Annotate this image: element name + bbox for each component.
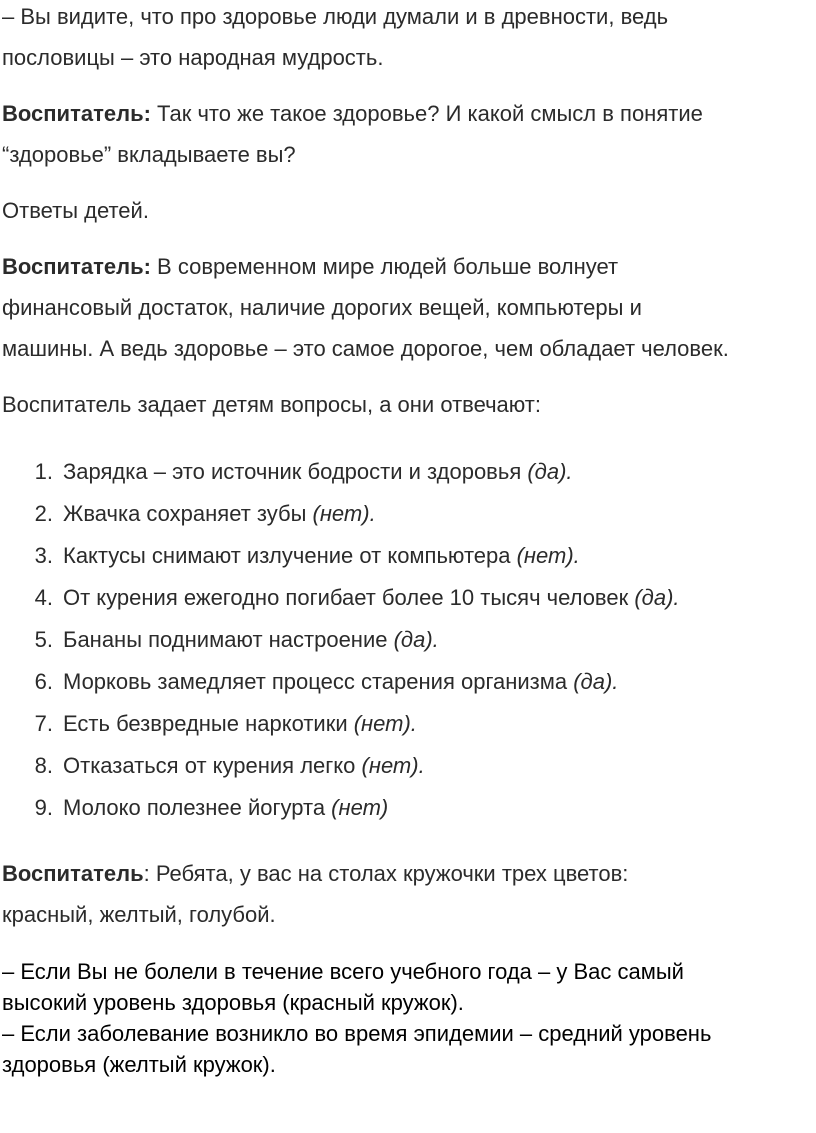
questions-intro-paragraph xyxy=(0,384,814,425)
list-item-number: 9. xyxy=(34,795,53,820)
list-item xyxy=(0,577,812,619)
levels-line-2: высокий уровень здоровья (красный кружок). xyxy=(2,990,464,1015)
list-item-number: 5. xyxy=(34,627,53,652)
list-item-text: Жвачка сохраняет зубы xyxy=(63,501,313,526)
list-item-answer: (да). xyxy=(527,459,573,484)
list-item-answer: (нет). xyxy=(353,711,417,736)
list-item-number: 4. xyxy=(34,585,53,610)
list-item-number: 6. xyxy=(34,669,53,694)
list-item xyxy=(0,535,812,577)
circles-paragraph xyxy=(0,853,814,935)
intro-paragraph xyxy=(0,0,814,78)
children-answers-paragraph xyxy=(0,190,814,231)
list-item-number: 7. xyxy=(34,711,53,736)
list-item-answer: (нет). xyxy=(312,501,376,526)
list-item-text: Молоко полезнее йогурта xyxy=(63,795,332,820)
speaker-label: Воспитатель xyxy=(2,861,144,886)
list-item-answer: (да). xyxy=(634,585,680,610)
list-item-text: От курения ежегодно погибает более 10 тысяч человек xyxy=(63,585,635,610)
list-item-text: Бананы поднимают настроение xyxy=(63,627,394,652)
q3-line-1: : Ребята, у вас на столах кружочки трех цветов: xyxy=(143,861,629,886)
q2-line-3: машины. А ведь здоровье – это самое дорогое, чем обладает человек. xyxy=(2,336,729,361)
list-item xyxy=(0,661,812,703)
list-item-number: 1. xyxy=(34,459,53,484)
speaker-label: Воспитатель: xyxy=(2,101,151,126)
intro-line-1: – Вы видите, что про здоровье люди думали и в древности, ведь xyxy=(2,4,669,29)
list-item-text: Есть безвредные наркотики xyxy=(63,711,354,736)
q2-line-2: финансовый достаток, наличие дорогих вещей, компьютеры и xyxy=(2,295,642,320)
speaker-label: Воспитатель: xyxy=(2,254,151,279)
list-item-text: Кактусы снимают излучение от компьютера xyxy=(63,543,517,568)
list-item-number: 8. xyxy=(34,753,53,778)
questions-list xyxy=(0,451,812,829)
teacher-statement-paragraph xyxy=(0,246,814,369)
teacher-question-paragraph xyxy=(0,93,814,175)
q3-line-2: красный, желтый, голубой. xyxy=(2,902,276,927)
list-item xyxy=(0,619,812,661)
q1-line-1: Так что же такое здоровье? И какой смысл в понятие xyxy=(150,101,703,126)
list-item-answer: (нет) xyxy=(331,795,389,820)
list-item-answer: (нет). xyxy=(516,543,580,568)
list-item xyxy=(0,745,812,787)
levels-line-3: – Если заболевание возникло во время эпидемии – средний уровень xyxy=(2,1021,712,1046)
levels-line-1: – Если Вы не болели в течение всего учебного года – у Вас самый xyxy=(2,959,684,984)
list-item-text: Отказаться от курения легко xyxy=(63,753,362,778)
answers-text: Ответы детей. xyxy=(2,198,149,223)
list-item-number: 2. xyxy=(34,501,53,526)
q2-line-1: В современном мире людей больше волнует xyxy=(150,254,619,279)
health-levels-paragraph xyxy=(0,956,814,1080)
list-item-number: 3. xyxy=(34,543,53,568)
intro-line-2: пословицы – это народная мудрость. xyxy=(2,45,384,70)
list-item xyxy=(0,703,812,745)
list-item-answer: (нет). xyxy=(361,753,425,778)
list-item xyxy=(0,493,812,535)
list-item xyxy=(0,787,812,829)
list-item-answer: (да). xyxy=(393,627,439,652)
list-item xyxy=(0,451,812,493)
list-item-answer: (да). xyxy=(573,669,619,694)
list-item-text: Морковь замедляет процесс старения организма xyxy=(63,669,574,694)
q1-line-2: “здоровье” вкладываете вы? xyxy=(2,142,296,167)
questions-intro-text: Воспитатель задает детям вопросы, а они отвечают: xyxy=(2,392,541,417)
list-item-text: Зарядка – это источник бодрости и здоровья xyxy=(63,459,528,484)
levels-line-4: здоровья (желтый кружок). xyxy=(2,1052,276,1077)
